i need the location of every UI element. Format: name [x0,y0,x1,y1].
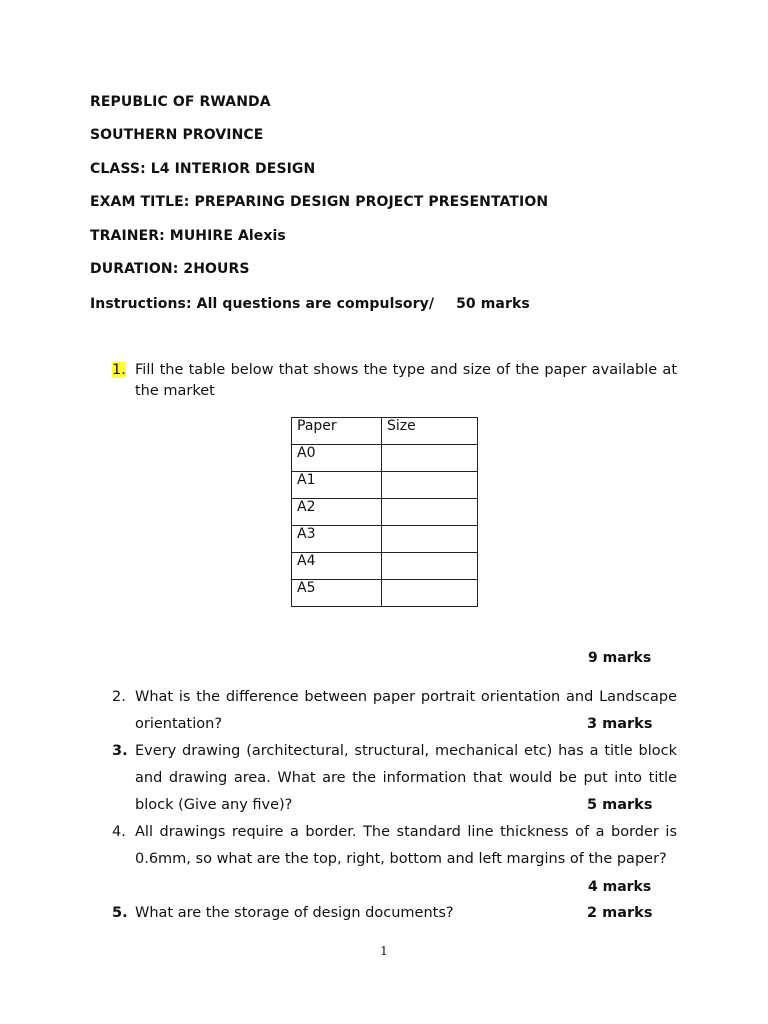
question-5 [112,900,677,927]
question-marks: 2 marks [587,905,653,921]
question-text: What is the difference between paper portrait orientation and Landscape orientation? [135,689,677,732]
republic-line: REPUBLIC OF RWANDA [90,94,271,110]
trainer-line: TRAINER: MUHIRE Alexis [90,228,286,244]
table-cell-size[interactable] [382,553,478,580]
instructions-text: Instructions: All questions are compulsory/ [90,296,435,312]
table-row [292,580,478,607]
question-4-marks: 4 marks [588,879,652,895]
table-row [292,553,478,580]
question-marks: 3 marks [587,716,653,732]
question-marks: 5 marks [587,797,653,813]
page-number: 1 [380,944,388,958]
table-cell-size[interactable] [382,499,478,526]
table-cell-paper: A3 [292,526,382,553]
question-number: 2. [112,689,126,705]
instructions-line [90,296,530,312]
question-text: What are the storage of design documents? [135,905,454,921]
table-row [292,526,478,553]
question-1 [112,360,677,402]
table-cell-size[interactable] [382,580,478,607]
province-line: SOUTHERN PROVINCE [90,127,264,143]
question-number: 1. [112,362,126,378]
table-cell-size[interactable] [382,472,478,499]
table-row [292,499,478,526]
question-2 [112,684,677,738]
question-text: Fill the table below that shows the type and size of the paper available at the market [135,362,677,399]
table-cell-size[interactable] [382,526,478,553]
table-row [292,472,478,499]
table-cell-paper: A4 [292,553,382,580]
question-3 [112,738,677,819]
paper-size-table [291,417,478,607]
table-header-row [292,418,478,445]
table-cell-size[interactable] [382,445,478,472]
question-text: Every drawing (architectural, structural, mechanical etc) has a title block and drawing area. What are the information that would be put into title block (Give any five)? [135,743,677,813]
total-marks: 50 marks [456,296,530,312]
table-cell-paper: A5 [292,580,382,607]
question-number: 3. [112,743,128,759]
table-cell-paper: A1 [292,472,382,499]
question-1-marks: 9 marks [588,650,652,666]
exam-title-line: EXAM TITLE: PREPARING DESIGN PROJECT PRESENTATION [90,194,549,210]
table-cell-paper: A0 [292,445,382,472]
class-line: CLASS: L4 INTERIOR DESIGN [90,161,316,177]
table-header-paper: Paper [292,418,382,445]
table-cell-paper: A2 [292,499,382,526]
question-number: 5. [112,905,128,921]
table-header-size: Size [382,418,478,445]
question-4 [112,819,677,873]
duration-line: DURATION: 2HOURS [90,261,250,277]
table-row [292,445,478,472]
question-text: All drawings require a border. The standard line thickness of a border is 0.6mm, so what are the top, right, bottom and left margins of the paper? [135,824,677,867]
question-number: 4. [112,824,126,840]
